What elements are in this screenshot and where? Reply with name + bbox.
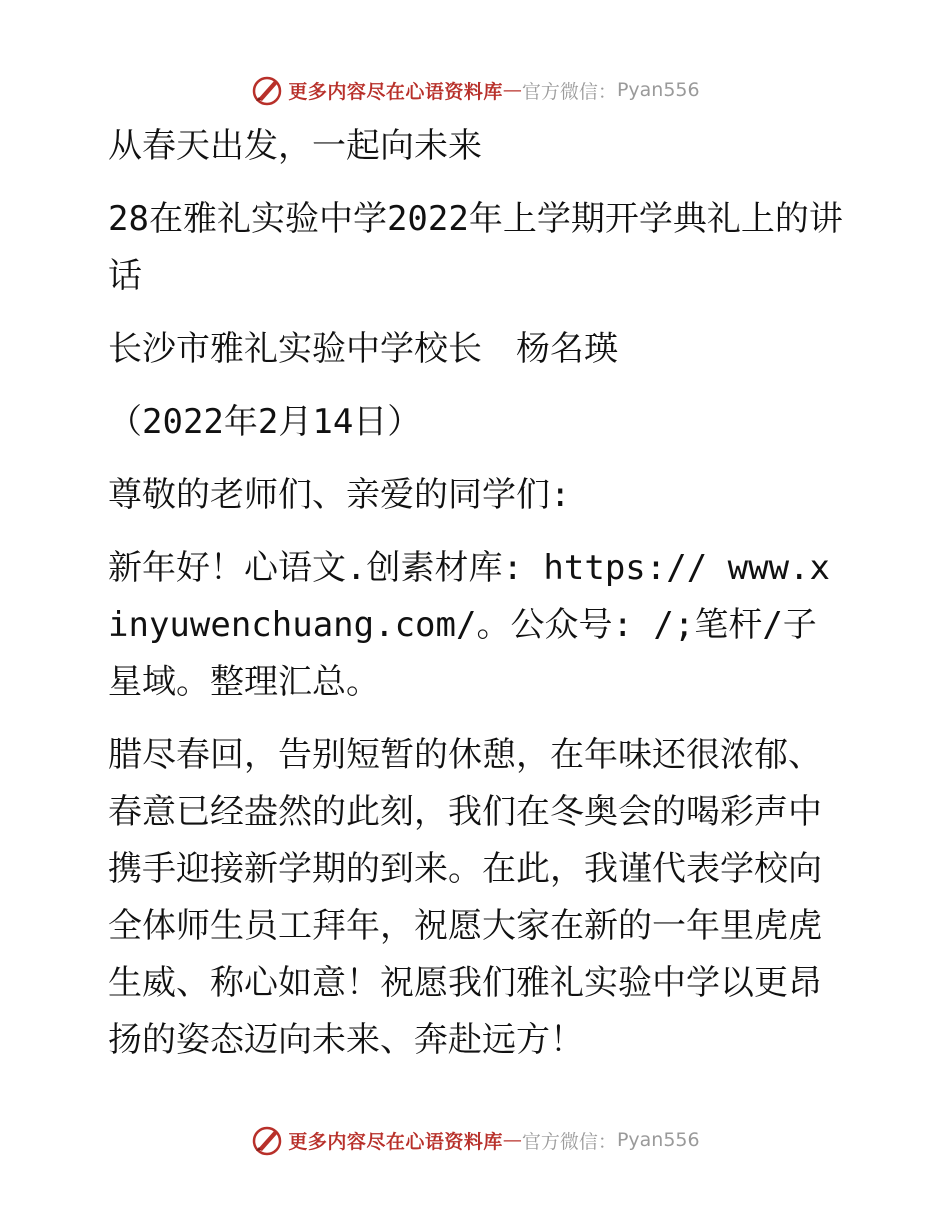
footer-brand-text: 更多内容尽在心语资料库 [288,1130,503,1153]
header-banner [0,70,950,110]
header-wechat-label: 官方微信： [521,80,617,103]
paragraph-spring: 腊尽春回，告别短暂的休憩，在年味还很浓郁、春意已经盎然的此刻，我们在冬奥会的喝彩声中携手迎接新学期的到来。在此，我谨代表学校向全体师生员工拜年，祝愿大家在新的一年里虎虎生威、称心如意！祝愿我们雅礼实验中学以更昂扬的姿态迈向未来、奔赴远方！ [108,735,822,1060]
paragraph-new-year: 新年好！心语文.创素材库: https:// www.xinyuwenchuang.com/。公众号: /;笔杆/子星域。整理汇总。 [108,548,830,702]
document-author: 长沙市雅礼实验中学校长 杨名瑛 [108,329,618,369]
footer-dash: — [502,1129,522,1151]
header-dash: — [502,79,522,101]
footer-wechat-label: 官方微信： [521,1130,617,1153]
footer-banner [0,1120,950,1160]
document-date: （2022年2月14日） [108,402,422,442]
header-wechat-id: Pyan556 [616,79,700,101]
document-title: 从春天出发，一起向未来 [108,126,482,166]
quill-logo-icon [250,1123,284,1157]
quill-logo-icon [250,73,284,107]
header-brand-text: 更多内容尽在心语资料库 [288,80,503,103]
footer-wechat-id: Pyan556 [616,1129,700,1151]
document-body [98,118,850,1085]
document-greeting: 尊敬的老师们、亲爱的同学们: [108,475,571,515]
document-subtitle: 28在雅礼实验中学2022年上学期开学典礼上的讲话 [108,199,843,296]
